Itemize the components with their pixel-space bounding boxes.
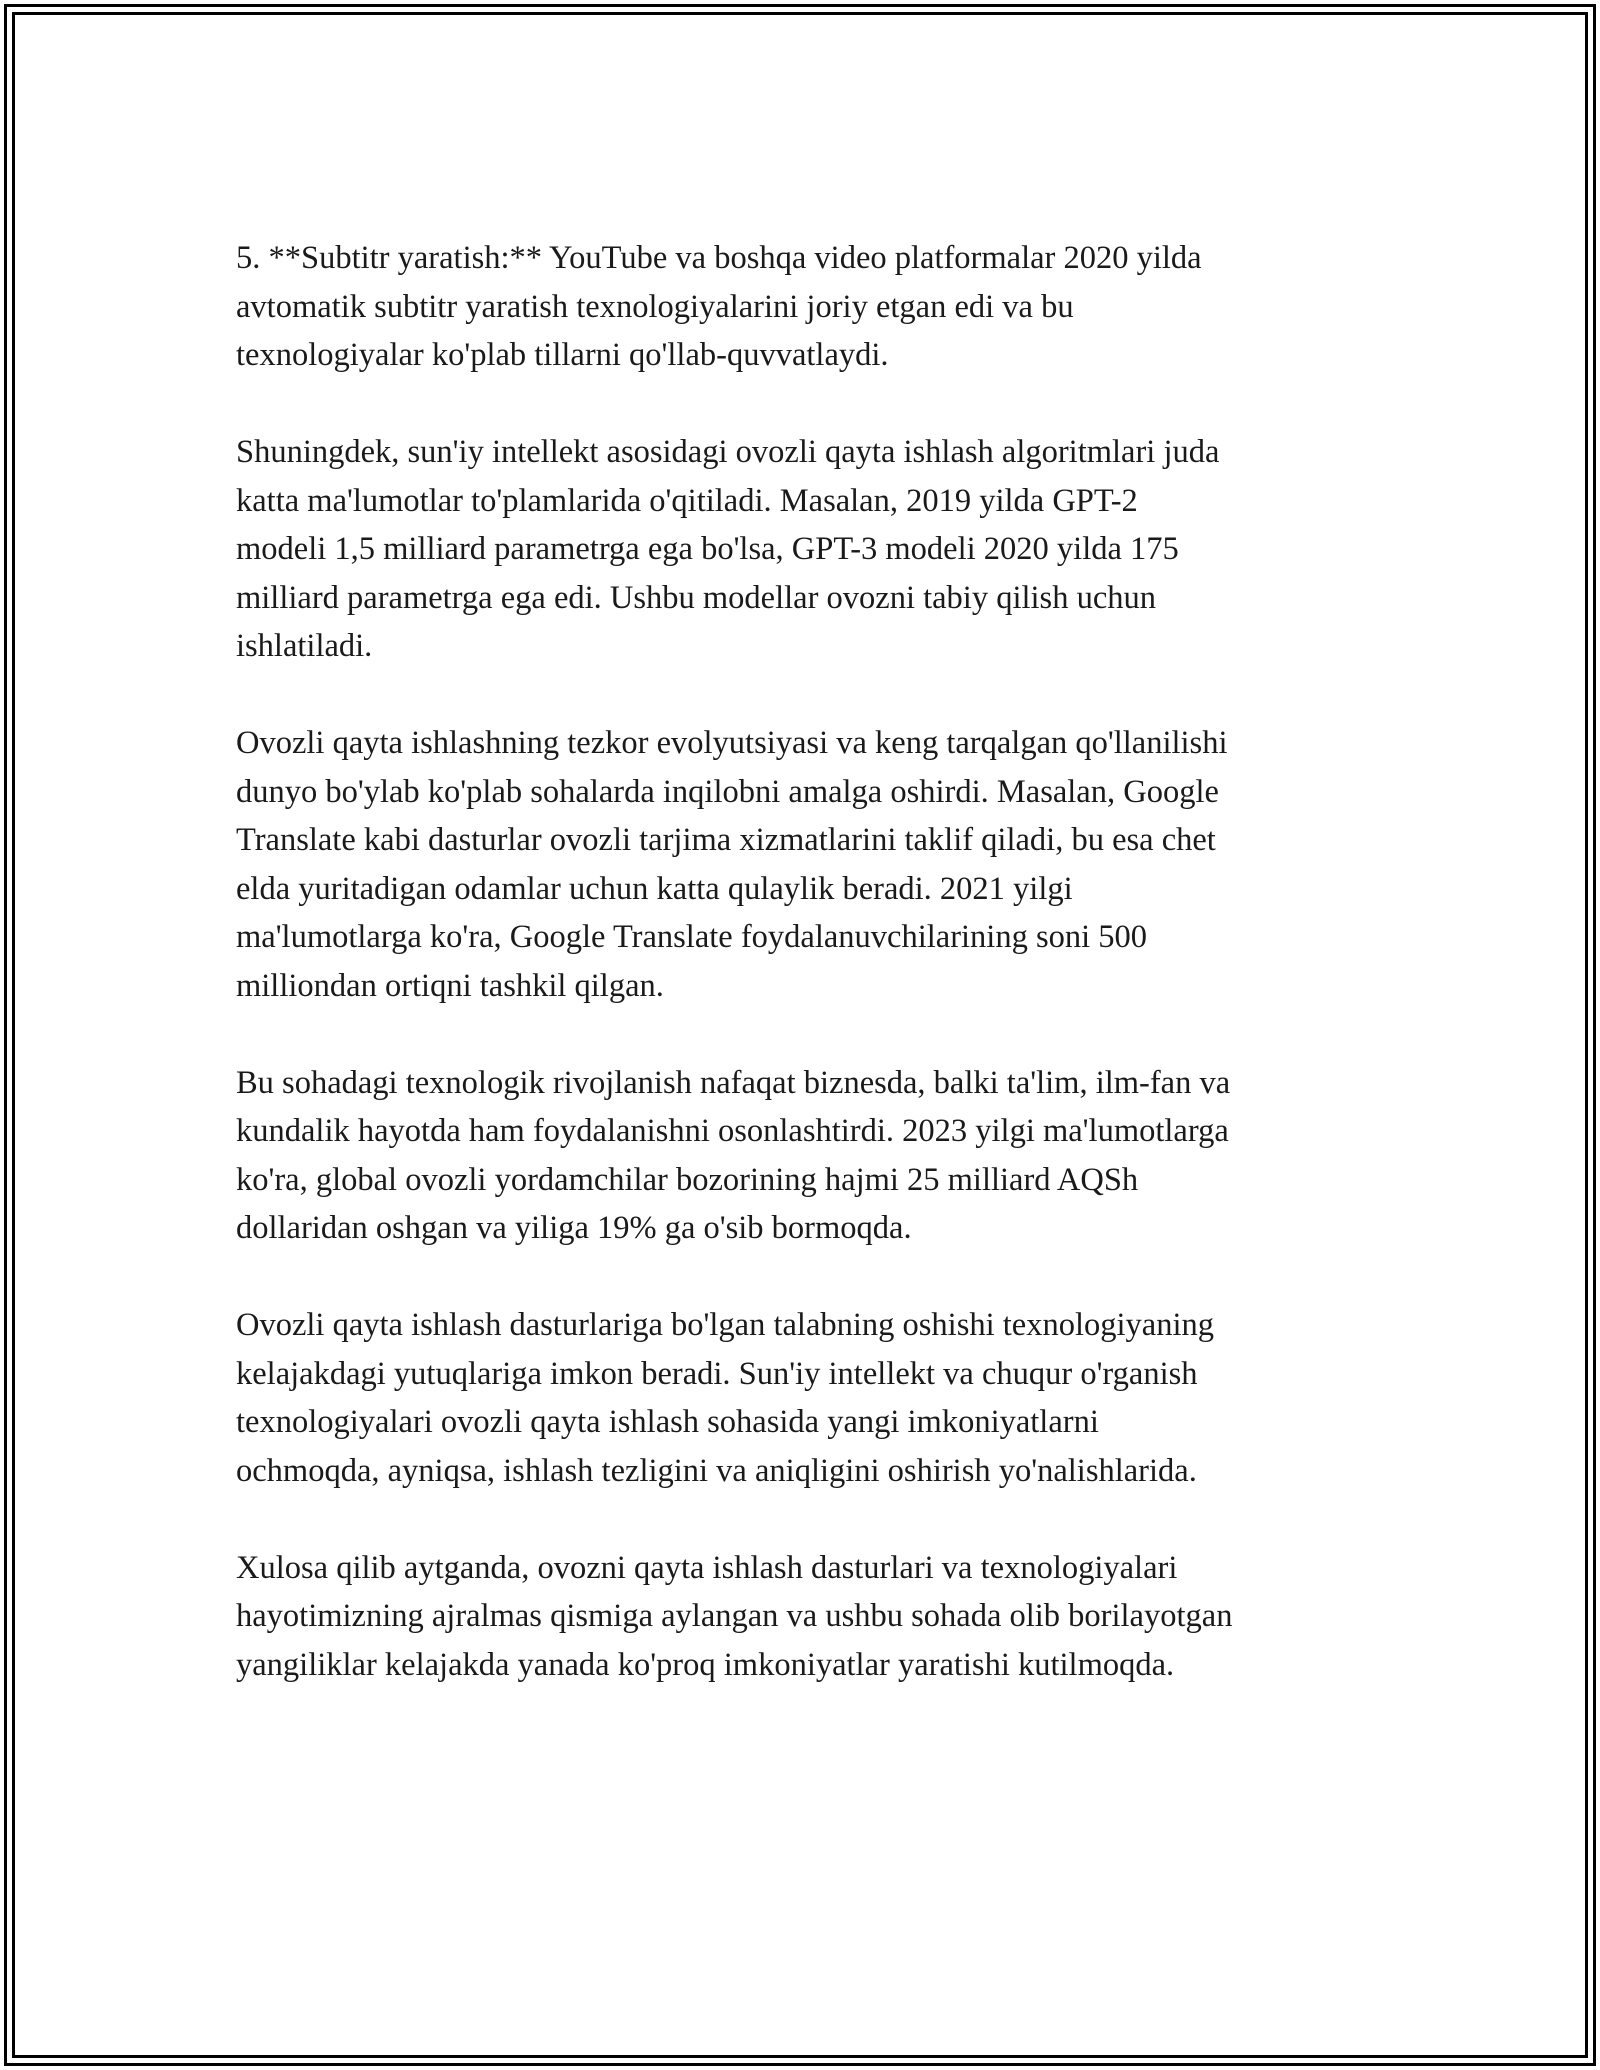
paragraph-voice-evolution: Ovozli qayta ishlashning tezkor evolyutsiyasi va keng tarqalgan qo'llanilishi dunyo bo'ylab ko'plab sohalarda inqilobni amalga oshirdi. Masalan, Google Translate kabi dasturlar ovozli tarjima xizmatlarini taklif qiladi, bu esa chet elda yuritadigan odamlar uchun katta qulaylik beradi. 2021 yilgi ma'lumotlarga ko'ra, Google Translate foydalanuvchilarining soni 500 milliondan ortiqni tashkil qilgan. xyxy=(236,725,1228,1004)
paragraph-ai-models: Shuningdek, sun'iy intellekt asosidagi ovozli qayta ishlash algoritmlari juda katta ma'lumotlar to'plamlarida o'qitiladi. Masalan, 2019 yilda GPT-2 modeli 1,5 milliard parametrga ega bo'lsa, GPT-3 modeli 2020 yilda 175 milliard parametrga ega edi. Ushbu modellar ovozni tabiy qilish uchun ishlatiladi. xyxy=(236,434,1220,664)
paragraph-future-demand: Ovozli qayta ishlash dasturlariga bo'lgan talabning oshishi texnologiyaning kelajakdagi yutuqlariga imkon beradi. Sun'iy intellekt va chuqur o'rganish texnologiyalari ovozli qayta ishlash sohasida yangi imkoniyatlarni ochmoqda, ayniqsa, ishlash tezligini va aniqligini oshirish yo'nalishlarida. xyxy=(236,1307,1214,1489)
paragraph-subtitle-generation: 5. **Subtitr yaratish:** YouTube va boshqa video platformalar 2020 yilda avtomatik subtitr yaratish texnologiyalarini joriy etgan edi va bu texnologiyalar ko'plab tillarni qo'llab-quvvatlaydi. xyxy=(236,240,1202,373)
document-body xyxy=(236,234,1376,1738)
paragraph-market-growth: Bu sohadagi texnologik rivojlanish nafaqat biznesda, balki ta'lim, ilm-fan va kundalik hayotda ham foydalanishni osonlashtirdi. 2023 yilgi ma'lumotlarga ko'ra, global ovozli yordamchilar bozorining hajmi 25 milliard AQSh dollaridan oshgan va yiliga 19% ga o'sib bormoqda. xyxy=(236,1064,1231,1246)
paragraph-conclusion: Xulosa qilib aytganda, ovozni qayta ishlash dasturlari va texnologiyalari hayotimizning ajralmas qismiga aylangan va ushbu sohada olib borilayotgan yangiliklar kelajakda yanada ko'proq imkoniyatlar yaratishi kutilmoqda. xyxy=(236,1549,1233,1683)
